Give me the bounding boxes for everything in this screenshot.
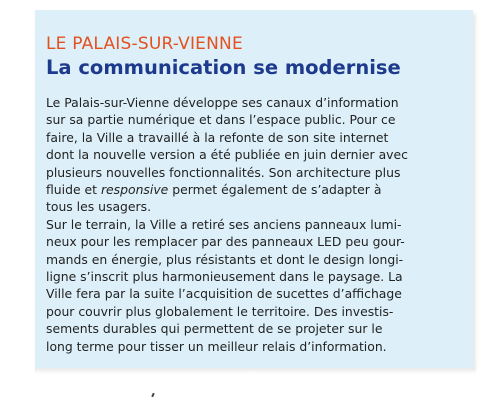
body-line: Ville fera par la suite l’acquisition de sucettes d’affichage xyxy=(46,286,402,302)
box-shadow xyxy=(35,368,475,374)
body-text-segment: permet également de s’adapter à xyxy=(168,182,382,198)
body-line: mands en énergie, plus résistants et dont le design longi- xyxy=(46,251,404,267)
body-text-segment: fluide et xyxy=(46,182,101,198)
body-line: pour couvrir plus globalement le territoire. Des investis- xyxy=(46,303,394,319)
body-line: Le Palais-sur-Vienne développe ses canaux d’information xyxy=(46,95,399,110)
body-line xyxy=(46,181,468,198)
article-headline: La communication se modernise xyxy=(46,56,401,79)
body-line: tous les usagers. xyxy=(46,199,152,215)
body-line: faire, la Ville a travaillé à la refonte de son site internet xyxy=(46,129,389,145)
emphasized-term: responsive xyxy=(100,182,169,198)
article-box xyxy=(35,10,473,368)
body-line: neux pour les remplacer par des panneaux LED peu gour- xyxy=(46,234,405,250)
stray-mark xyxy=(151,393,155,397)
body-line: dont la nouvelle version a été publiée en juin dernier avec xyxy=(46,147,408,163)
body-line: plusieurs nouvelles fonctionnalités. Son architecture plus xyxy=(46,164,401,180)
body-line: sements durables qui permettent de se projeter sur le xyxy=(46,321,383,337)
body-line: sur sa partie numérique et dans l’espace public. Pour ce xyxy=(46,112,396,128)
article-body xyxy=(46,94,468,355)
body-line: ligne s’inscrit plus harmonieusement dans le paysage. La xyxy=(46,269,403,285)
body-line: long terme pour tisser un meilleur relais d’information. xyxy=(46,338,387,354)
body-line: Sur le terrain, la Ville a retiré ses anciens panneaux lumi- xyxy=(46,216,402,232)
article-kicker: LE PALAIS-SUR-VIENNE xyxy=(46,34,243,54)
